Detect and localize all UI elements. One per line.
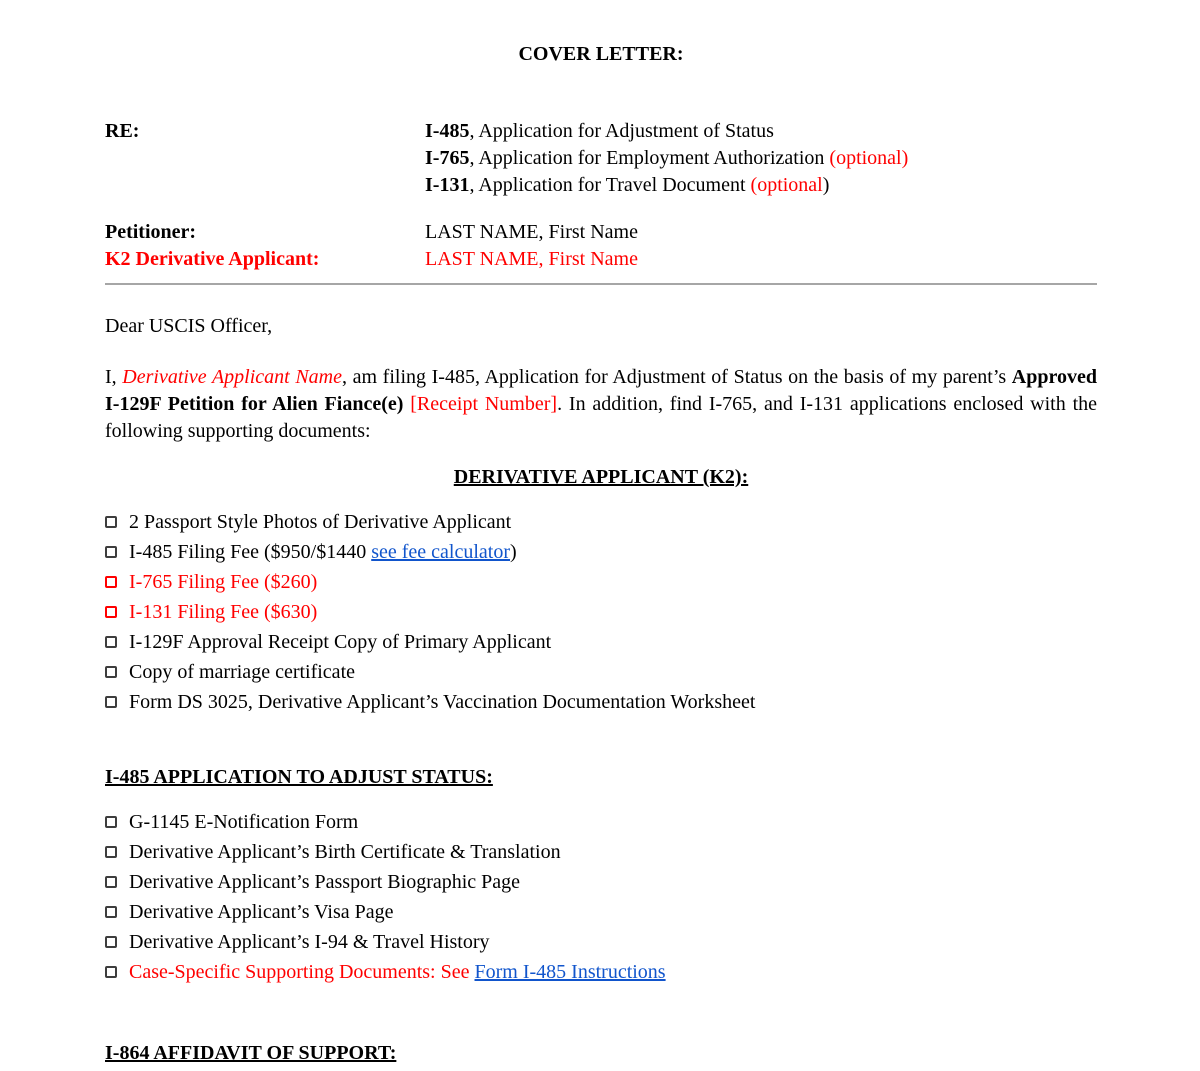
text-segment: , Application for Employment Authorization (469, 147, 830, 169)
checklist-item-label (129, 871, 520, 894)
text-segment: 2 Passport Style Photos of Derivative Applicant (129, 510, 512, 533)
text-segment: Derivative Applicant’s Passport Biographic Page (129, 870, 521, 893)
checklist-item-label (129, 601, 317, 624)
checklist-item (105, 537, 1097, 567)
checkbox[interactable] (105, 846, 117, 858)
intro-paragraph (105, 364, 1097, 445)
checklist-item (105, 927, 1097, 957)
checkbox[interactable] (105, 606, 117, 618)
party-value: LAST NAME, First Name (425, 248, 638, 270)
checklist-item-label (129, 901, 393, 924)
checkbox[interactable] (105, 966, 117, 978)
checklist (105, 507, 1097, 717)
re-line (425, 172, 1097, 199)
checkbox[interactable] (105, 906, 117, 918)
text-segment: Approved I-129F Petition for Alien Fiance(e) (105, 366, 1097, 415)
section (105, 465, 1097, 717)
parties-block (105, 219, 1097, 273)
sections-container (105, 465, 1097, 1065)
checklist-item-label (129, 541, 517, 564)
section-heading: I-864 AFFIDAVIT OF SUPPORT: (105, 1042, 397, 1064)
text-segment: G-1145 E-Notification Form (129, 810, 359, 833)
text-segment: ) (822, 174, 830, 196)
text-segment: Derivative Applicant’s Birth Certificate & Translation (129, 840, 561, 863)
text-segment: Case-Specific Supporting Documents: See (129, 960, 475, 983)
party-label: Petitioner: (105, 221, 197, 243)
document-title: COVER LETTER: (518, 43, 684, 65)
checklist-item (105, 507, 1097, 537)
party-row (105, 219, 1097, 246)
checklist-item (105, 957, 1097, 987)
checkbox[interactable] (105, 516, 117, 528)
derivative-applicant-name-placeholder: Derivative Applicant Name (122, 366, 342, 388)
checklist-item (105, 627, 1097, 657)
text-segment: I, (105, 366, 123, 388)
re-block (105, 118, 1097, 199)
checklist-item-label (129, 631, 551, 654)
checkbox[interactable] (105, 876, 117, 888)
text-segment: Derivative Applicant’s Visa Page (129, 900, 394, 923)
text-segment: , Application for Travel Document (469, 174, 751, 196)
form-i485-instructions-link[interactable]: Form I-485 Instructions (474, 960, 666, 983)
checklist-item (105, 687, 1097, 717)
receipt-number-placeholder: [Receipt Number] (410, 393, 558, 415)
checklist-item (105, 897, 1097, 927)
text-segment: Copy of marriage certificate (129, 660, 355, 683)
text-segment: Derivative Applicant’s I-94 & Travel History (129, 930, 490, 953)
checklist (105, 807, 1097, 987)
checklist-item (105, 807, 1097, 837)
text-segment: I-765 (425, 147, 470, 169)
text-segment: I-131 Filing Fee ($630) (129, 600, 318, 623)
salutation: Dear USCIS Officer, (105, 315, 273, 337)
checklist-item-label (129, 661, 355, 684)
party-label: K2 Derivative Applicant: (105, 248, 320, 270)
checklist-item-label (129, 691, 755, 714)
party-value: LAST NAME, First Name (425, 221, 638, 243)
text-segment: I-131 (425, 174, 470, 196)
text-segment: I-485 Filing Fee ($950/$1440 (129, 540, 372, 563)
section-heading: I-485 APPLICATION TO ADJUST STATUS: (105, 766, 493, 788)
checkbox[interactable] (105, 576, 117, 588)
re-line (425, 118, 1097, 145)
checklist-item-label (129, 931, 490, 954)
section-heading: DERIVATIVE APPLICANT (K2): (453, 466, 749, 488)
document-content (105, 0, 1097, 1065)
checkbox[interactable] (105, 666, 117, 678)
text-segment: , am filing I-485, Application for Adjustment of Status on the basis of my parent’s (342, 366, 1012, 388)
section (105, 765, 1097, 987)
optional-tag: (optional) (829, 147, 909, 169)
checkbox[interactable] (105, 816, 117, 828)
text-segment: I-485 (425, 120, 470, 142)
checkbox[interactable] (105, 546, 117, 558)
text-segment: . In addition, find I-765, and I-131 applications enclosed with the following supporting documents: (105, 393, 1098, 442)
checkbox[interactable] (105, 936, 117, 948)
text-segment: , Application for Adjustment of Status (469, 120, 774, 142)
section (105, 1041, 1097, 1065)
divider-rule (105, 283, 1097, 285)
re-line (425, 145, 1097, 172)
optional-tag: (optional (750, 174, 823, 196)
re-lines (425, 118, 1097, 199)
checklist-item (105, 837, 1097, 867)
checklist-item-label (129, 571, 317, 594)
checklist-item (105, 567, 1097, 597)
re-label: RE: (105, 120, 140, 142)
text-segment: ) (510, 540, 517, 563)
party-row (105, 246, 1097, 273)
fee-calculator-link[interactable]: see fee calculator (371, 540, 511, 563)
text-segment: I-129F Approval Receipt Copy of Primary Applicant (129, 630, 552, 653)
checkbox[interactable] (105, 696, 117, 708)
checklist-item (105, 867, 1097, 897)
checklist-item (105, 657, 1097, 687)
checklist-item-label (129, 961, 666, 984)
text-segment: Form DS 3025, Derivative Applicant’s Vaccination Documentation Worksheet (129, 690, 756, 713)
checkbox[interactable] (105, 636, 117, 648)
checklist-item-label (129, 511, 511, 534)
text-segment: I-765 Filing Fee ($260) (129, 570, 318, 593)
checklist-item-label (129, 841, 561, 864)
checklist-item (105, 597, 1097, 627)
checklist-item-label (129, 811, 358, 834)
